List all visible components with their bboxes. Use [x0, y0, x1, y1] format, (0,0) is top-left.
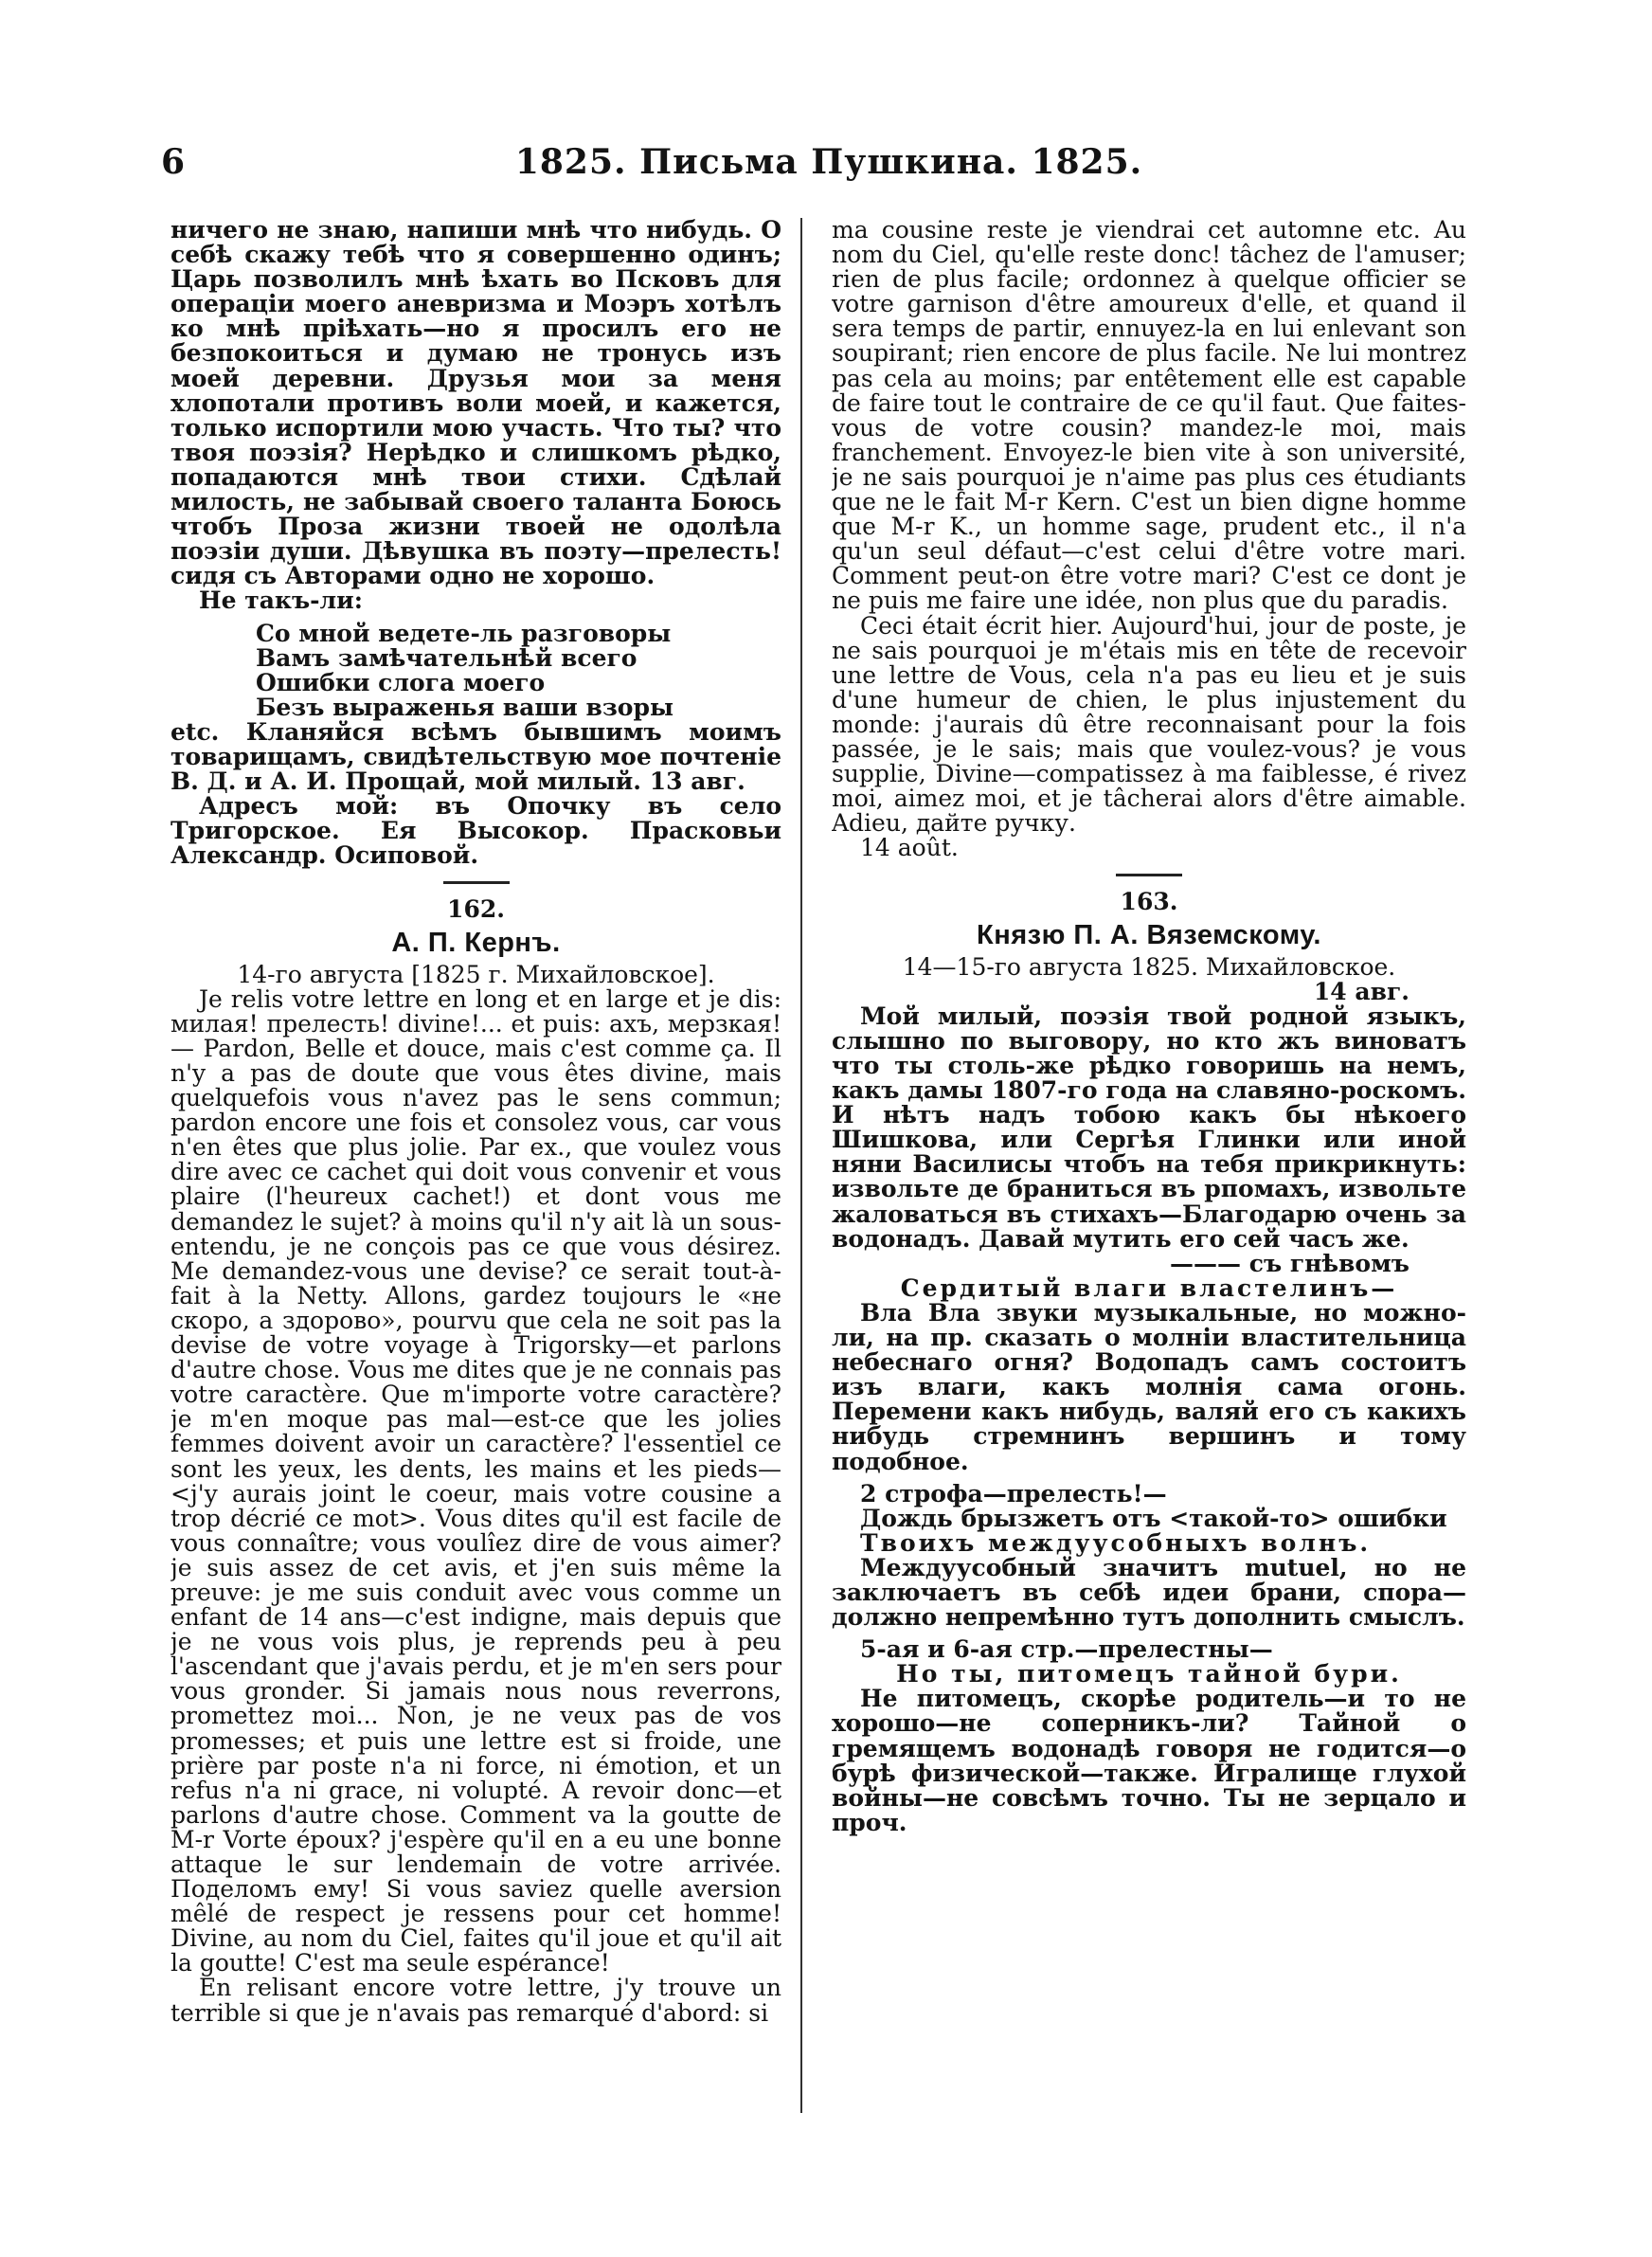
letter-162-continued: ma cousine reste je viendrai cet automne etc. Au nom du Ciel, qu'elle reste donc! tâchez de l'amuser; rien de plus facile; ordonnez à quelque officier se votre garnison d'être amoureux d'elle, et quand il sera temps de partir, ennuyez-la en lui enlevant son soupirant; rien encore de plus facile. Ne lui montrez pas cela au moins; par entêtement elle est capable de faire tout le contraire de ce qu'il faut. Que faites-vous de votre cousin? mandez-le moi, mais franchement. Envoyez-le bien vite à son université, je ne sais pourquoi je n'aime pas plus ces étudiants que ne le fait M-r Kern. C'est un bien digne homme que M-r K., un homme sage, prudent etc., il n'a qu'un seul défaut—c'est celui d'être votre mari. Comment peut-on être votre mari? C'est ce dont je ne puis me faire une idée, non plus que du paradis.	[832, 218, 1466, 615]
letter-dateline: 14—15-го августа 1825. Михайловское.	[902, 952, 1396, 981]
letter-paragraph: Междуусобный значитъ mutuel, но не заключаетъ въ себѣ идеи брани, спора—должно непремѣнно тутъ дополнить смыслъ.	[832, 1553, 1466, 1632]
letter-body-2: En relisant encore votre lettre, j'y trouve un terrible si que je n'avais pas remarqué d'abord: si	[171, 1974, 781, 2027]
letter-161-question: Не такъ-ли:	[199, 587, 363, 615]
letter-paragraph: Вла Вла звуки музыкальные, но можно-ли, на пр. сказать о молніи властительница небеснаго огня? Водопадъ самъ состоитъ изъ влаги, какъ молнія сама огонь. Перемени какъ нибудь, валяй его съ какихъ нибудь стремнинъ вершинъ и тому подобное.	[832, 1298, 1466, 1475]
letter-day: 14 авг.	[1313, 977, 1410, 1005]
stanza-note: 5-ая и 6-ая стр.—прелестны—	[860, 1635, 1273, 1664]
quote-line: ——— съ гнѣвомъ	[1170, 1249, 1410, 1277]
stanza-note: 2 строфа—прелесть!—	[860, 1479, 1167, 1508]
right-column	[832, 218, 1466, 2122]
verse-line: Со мной ведете-ль разговоры	[256, 619, 672, 647]
letter-paragraph: Не питомецъ, скорѣе родитель—и то не хорошо—не соперникъ-ли? Тайной о гремящемъ водонадѣ говоря не годится—о бурѣ физической—также. Игралище глухой войны—не совсѣмъ точно. Ты не зерцало и проч.	[832, 1685, 1466, 1836]
letter-162-postscript: Ceci était écrit hier. Aujourd'hui, jour de poste, je ne sais pourquoi je m'étais mis en tête de recevoir une lettre de Vous, cela n'a pas eu lieu et je suis d'une humeur de chien, le plus injustement du monde: j'aurais dû être reconnaisant pour la fois passée, je le sais; mais que voulez-vous? je vous supplie, Divine—compatissez à ma faiblesse, é rivez moi, aimez moi, et je tâcherai alors d'être aimable. Adieu, дайте ручку.	[832, 611, 1466, 838]
letter-number: 162.	[447, 895, 505, 924]
quote-line: Твоихъ междуусобныхъ волнъ.	[860, 1528, 1372, 1557]
running-title: 1825. Письма Пушкина. 1825.	[514, 142, 1143, 182]
letter-161-address: Адресъ мой: въ Опочку въ село Тригорское. Ея Высокор. Прасковьи Александр. Осиповой.	[171, 792, 781, 870]
left-column	[171, 218, 781, 2122]
quote-line: Сердитый влаги властелинъ—	[900, 1273, 1398, 1302]
section-separator	[1116, 874, 1182, 876]
quote-line: Но ты, питомецъ тайной бури.	[896, 1660, 1402, 1688]
letter-body: Je relis votre lettre en long et en large et je dis: милая! прелесть! divine!... et puis: ахъ, мерзкая!— Pardon, Belle et douce, mais c'est comme ça. Il n'y a pas de doute que vous êtes divine, mais quelquefois vous n'avez pas le sens commun; pardon encore une fois et consolez vous, car vous n'en êtes que plus jolie. Par ex., que voulez vous dire avec ce cachet qui doit vous convenir et vous plaire (l'heureux cachet!) et dont vous me demandez le sujet? à moins qu'il n'y ait là un sous-entendu, je ne conçois pas ce que vous désirez. Me demandez-vous une devise? ce serait tout-à-fait à la Netty. Allons, gardez toujours le «не скоро, а здорово», pourvu que cela ne soit pas la devise de votre voyage à Trigorsky—et parlons d'autre chose. Vous me dites que je ne connais pas votre caractère. Que m'importe votre caractère? je m'en moque pas mal—est-ce que les jolies femmes doivent avoir un caractère? l'essentiel ce sont les yeux, les dents, les mains et les pieds—<j'y aurais joint le coeur, mais votre cousine a trop décrié ce mot>. Vous dites qu'il est facile de vous connaître; vous voulîez dire de vous aimer? je suis assez de cet avis, et j'en suis même la preuve: je me suis conduit avec vous comme un enfant de 14 ans—c'est indigne, mais depuis que je ne vous vois plus, je reprends peu à peu l'ascendant que j'avais perdu, et je m'en sers pour vous gronder. Si jamais nous nous reverrons, promettez moi... Non, je ne veux pas de vos promesses; et puis une lettre est si froide, une prière par poste n'a ni force, ni émotion, et un refus n'a ni grace, ni volupté. A revoir donc—et parlons d'autre chose. Comment va la goutte de M-r Vorte époux? j'espère qu'il en a eu une bonne attaque le sur lendemain de votre arrivée. Поделомъ ему! Si vous saviez quelle aversion mêlé de respect je ressens pour cet homme! Divine, au nom du Ciel, faites qu'il joue et qu'il ait la goutte! C'est ma seule espérance!	[171, 984, 781, 1977]
verse-line: Безъ выраженья ваши взоры	[256, 693, 674, 721]
quote-line: Дождь брызжетъ отъ <такой-то> ошибки	[860, 1504, 1447, 1532]
letter-number: 163.	[1120, 888, 1178, 916]
section-separator	[443, 881, 510, 884]
letter-addressee: А. П. Кернъ.	[391, 927, 561, 958]
letter-162-date: 14 août.	[860, 834, 959, 862]
page-number: 6	[161, 142, 186, 182]
page-header	[161, 142, 1497, 199]
letter-161-closing: etc. Кланяйся всѣмъ бывшимъ моимъ товарищамъ, свидѣтельствую мое почтеніе В. Д. и А. И. Прощай, мой милый. 13 авг.	[171, 717, 781, 796]
verse-line: Ошибки слога моего	[256, 668, 546, 696]
letter-addressee: Князю П. А. Вяземскому.	[977, 919, 1321, 950]
letter-dateline: 14-го августа [1825 г. Михайловское].	[237, 960, 715, 988]
letter-161-text: ничего не знаю, напиши мнѣ что нибудь. О себѣ скажу тебѣ что я совершенно одинъ; Царь позволилъ мнѣ ѣхать во Псковъ для операціи моего аневризма и Моэръ хотѣлъ ко мнѣ пріѣхать—но я просилъ его не безпокоиться и думаю не тронусь изъ моей деревни. Друзья мои за меня хлопотали противъ воли моей, и кажется, только испортили мою участь. Что ты? что твоя поэзія? Нерѣдко и слишкомъ рѣдко, попадаются мнѣ твои стихи. Сдѣлай милость, не забывай своего таланта Боюсь чтобъ Проза жизни твоей не одолѣла поэзіи души. Дѣвушка въ поэту—прелесть! сидя съ Авторами одно не хорошо.	[171, 218, 781, 590]
letter-paragraph: Мой милый, поэзія твой родной языкъ, слышно по выговору, но кто жъ виноватъ что ты столь-же рѣдко говоришь на немъ, какъ дамы 1807-го года на славяно-роскомъ. И нѣтъ надъ тобою какъ бы нѣкоего Шишкова, или Сергѣя Глинки или иной няни Василисы чтобъ на тебя прикрикнуть: извольте де браниться въ рпомахъ, извольте жаловаться въ стихахъ—Благодарю очень за водонадъ. Давай мутить его сей часъ же.	[832, 1002, 1466, 1253]
verse-line: Вамъ замѣчательнѣй всего	[256, 643, 637, 672]
column-divider	[800, 218, 802, 2113]
